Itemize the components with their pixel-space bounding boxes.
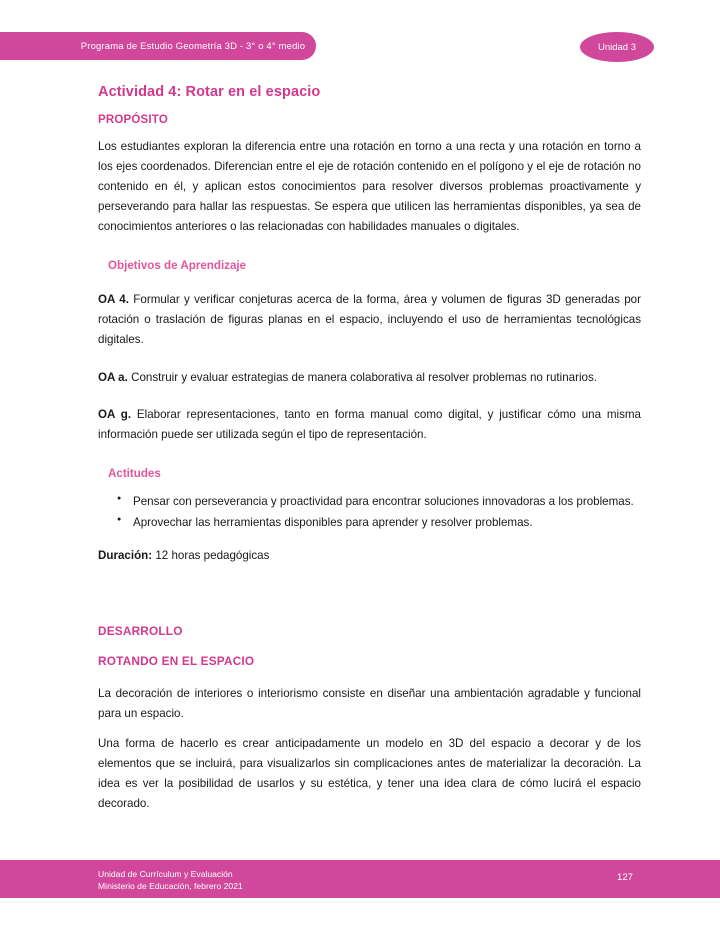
objetivo-item <box>98 290 641 350</box>
footer-band <box>0 860 720 898</box>
desarrollo-paragraph-2: Una forma de hacerlo es crear anticipadamente un modelo en 3D del espacio a decorar y de los elementos que se incluirá, para visualizarlos sin complicaciones antes de materializar la decoración. La idea es ver la posibilidad de usarlos y su estética, y tener una idea clara de cómo lucirá el espacio decorado. <box>98 737 641 811</box>
objetivo-code: OA 4. <box>98 292 129 306</box>
list-item: ● Pensar con perseverancia y proactividad para encontrar soluciones innovadoras a los problemas. <box>98 493 641 512</box>
objetivos-heading: Objetivos de Aprendizaje <box>108 258 247 272</box>
objetivos-list <box>98 290 641 446</box>
unit-badge-label: Unidad 3 <box>597 41 637 53</box>
objetivo-item <box>98 405 641 445</box>
duracion-label: Duración: <box>98 548 153 562</box>
proposito-label: PROPÓSITO <box>98 114 168 126</box>
proposito-paragraph: Los estudiantes exploran la diferencia entre una rotación en torno a una recta y una rotación en torno a los ejes coordenados. Diferencian entre el eje de rotación contenido en el polígono y el eje de rotación no contenido en él, y aplican estos conocimientos para resolver diversos problemas proactivamente y perseverando para hallar las respuestas. Se espera que utilicen las herramientas disponibles, ya sea de conocimientos anteriores o las relacionadas con habilidades manuales o digitales. <box>98 140 641 233</box>
actitudes-list <box>98 493 641 533</box>
objetivo-text: Formular y verificar conjeturas acerca de la forma, área y volumen de figuras 3D generadas por rotación o traslación de figuras planas en el espacio, incluyendo el uso de herramientas tecnológicas digitales. <box>98 292 641 346</box>
header-band-label: Programa de Estudio Geometría 3D - 3° o 4° medio <box>80 40 306 52</box>
desarrollo-paragraph-1: La decoración de interiores o interiorismo consiste en diseñar una ambientación agradable y funcional para un espacio. <box>98 686 641 720</box>
objetivo-code: OA g. <box>98 408 132 422</box>
objetivo-text: Elaborar representaciones, tanto en forma manual como digital, y justificar cómo una misma información puede ser utilizada según el tipo de representación. <box>98 408 641 442</box>
duracion-line <box>98 546 641 566</box>
page-number: 127 <box>617 872 634 883</box>
desarrollo-heading: DESARROLLO <box>98 623 183 638</box>
footer-line-2: Ministerio de Educación, febrero 2021 <box>98 881 243 892</box>
objetivo-item <box>98 368 641 388</box>
rotando-heading: ROTANDO EN EL ESPACIO <box>98 653 255 668</box>
document-content <box>98 84 641 814</box>
objetivo-text: Construir y evaluar estrategias de manera colaborativa al resolver problemas no rutinarios. <box>127 370 597 384</box>
footer-credits <box>98 868 243 893</box>
unit-badge <box>580 32 654 62</box>
footer-line-1: Unidad de Currículum y Evaluación <box>98 869 233 879</box>
duracion-value: 12 horas pedagógicas <box>152 548 270 562</box>
header-band <box>0 32 316 60</box>
objetivo-code: OA a. <box>98 370 128 384</box>
page-title: Actividad 4: Rotar en el espacio <box>98 84 321 100</box>
actitudes-heading: Actitudes <box>108 467 161 481</box>
list-item: ● Aprovechar las herramientas disponibles para aprender y resolver problemas. <box>98 514 641 533</box>
